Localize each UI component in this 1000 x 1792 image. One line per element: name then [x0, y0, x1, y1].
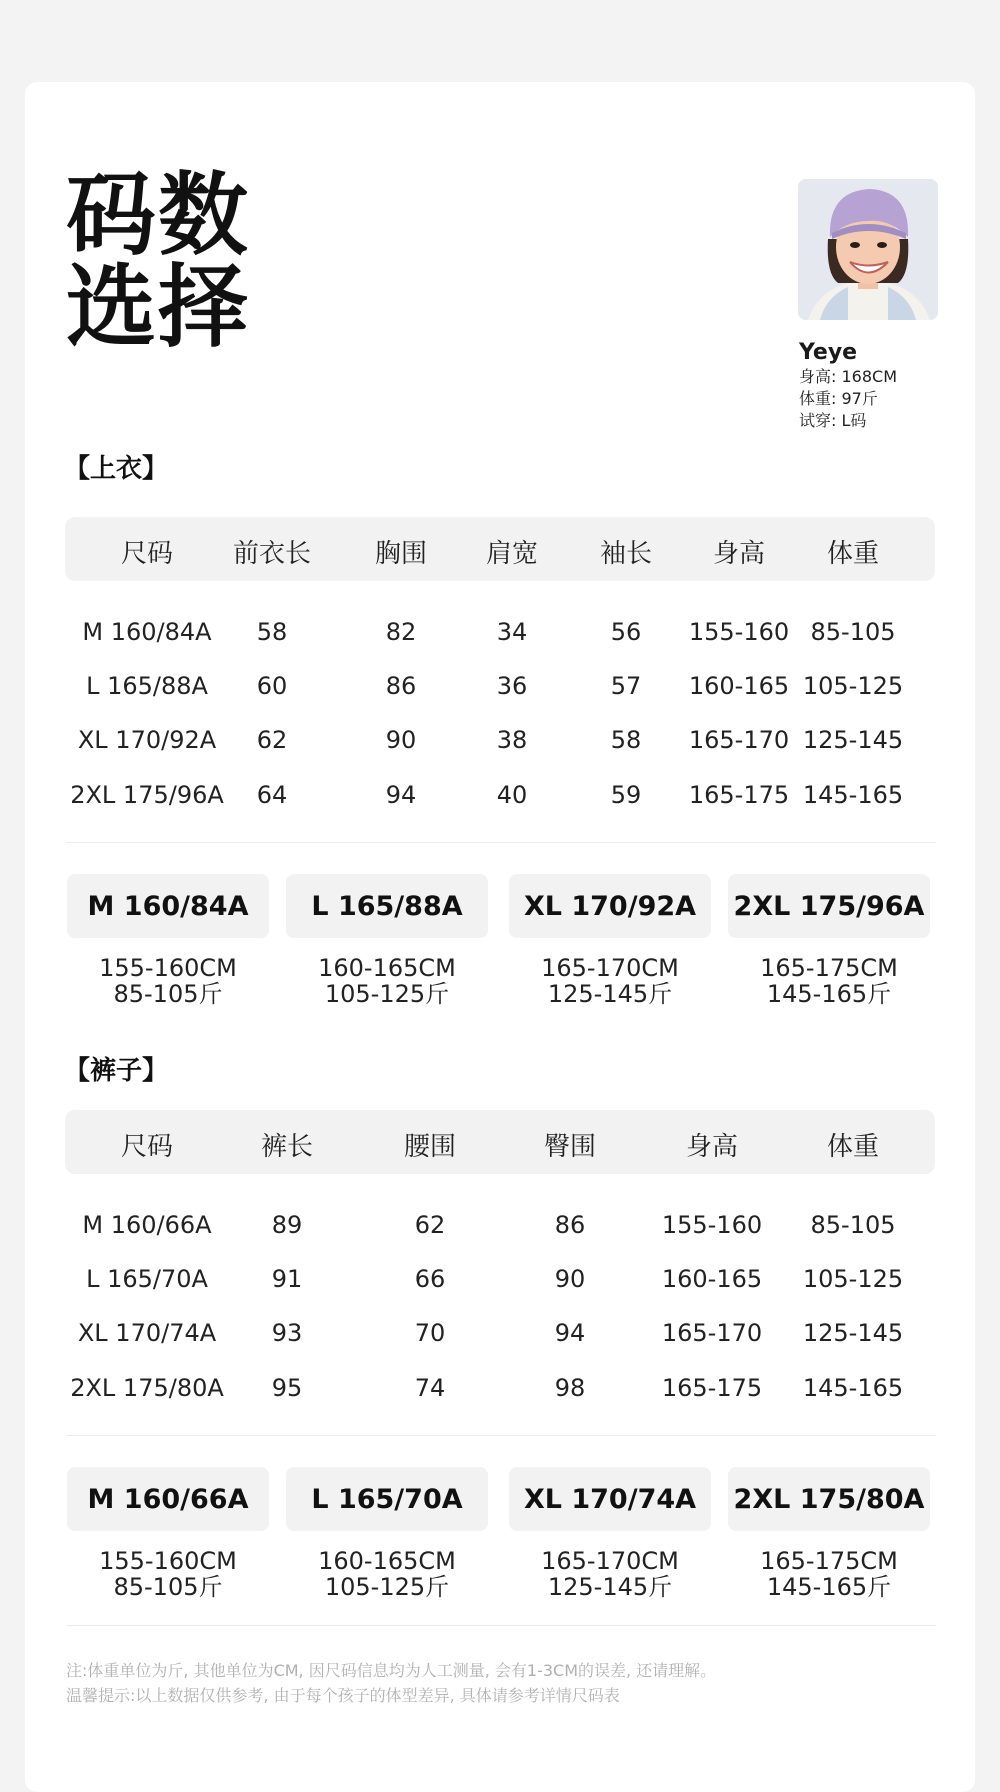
table-cell: 2XL 175/96A: [70, 781, 224, 809]
table-cell: 70: [414, 1319, 446, 1347]
table-cell: 36: [496, 672, 528, 700]
chip-weight: 105-125斤: [324, 980, 450, 1008]
tops-table-header: [65, 517, 935, 581]
pants-chip-info: [286, 1548, 488, 1600]
table-cell: 58: [610, 726, 642, 754]
model-name: Yeye: [799, 340, 858, 365]
table-cell: 155-160: [661, 1211, 763, 1239]
pants-size-chip-2xl[interactable]: 2XL 175/80A: [728, 1467, 930, 1531]
title-line-2: 选择: [66, 255, 250, 360]
table-cell: 90: [554, 1265, 586, 1293]
table-cell: 93: [271, 1319, 303, 1347]
table-cell: 94: [385, 781, 417, 809]
table-cell: 89: [271, 1211, 303, 1239]
table-cell: L 165/70A: [86, 1265, 208, 1293]
table-cell: 165-170: [661, 1319, 763, 1347]
header-shoulder: 肩宽: [485, 539, 539, 569]
table-cell: 59: [610, 781, 642, 809]
tip-note: 温馨提示:以上数据仅供参考, 由于每个孩子的体型差异, 具体请参考详情尺码表: [66, 1686, 620, 1705]
table-cell: 105-125: [802, 672, 904, 700]
chip-height: 165-175CM: [760, 1547, 898, 1575]
header-chest: 胸围: [374, 539, 428, 569]
header-weight: 体重: [826, 539, 880, 569]
table-cell: 94: [554, 1319, 586, 1347]
chip-height: 160-165CM: [318, 954, 456, 982]
tops-divider: [66, 842, 936, 843]
chip-height: 165-170CM: [541, 954, 679, 982]
tops-size-chip-l[interactable]: L 165/88A: [286, 874, 488, 938]
header-sleeve: 袖长: [599, 539, 653, 569]
pants-size-chip-l[interactable]: L 165/70A: [286, 1467, 488, 1531]
tops-size-chip-m[interactable]: M 160/84A: [67, 874, 269, 938]
model-height: 身高: 168CM: [799, 367, 897, 386]
header-height: 身高: [685, 1132, 739, 1162]
title-line-1: 码数: [66, 163, 250, 268]
header-waist: 腰围: [403, 1132, 457, 1162]
chip-height: 155-160CM: [99, 954, 237, 982]
table-cell: 62: [256, 726, 288, 754]
table-cell: 86: [554, 1211, 586, 1239]
tops-size-chip-xl[interactable]: XL 170/92A: [509, 874, 711, 938]
table-cell: 160-165: [661, 1265, 763, 1293]
table-cell: M 160/66A: [82, 1211, 212, 1239]
table-cell: XL 170/92A: [77, 726, 217, 754]
chip-weight: 145-165斤: [766, 1573, 892, 1601]
pants-chip-info: [67, 1548, 269, 1600]
table-cell: 105-125: [802, 1265, 904, 1293]
table-cell: M 160/84A: [82, 618, 212, 646]
pants-table-header: [65, 1110, 935, 1174]
table-cell: 160-165: [688, 672, 790, 700]
header-pants-length: 裤长: [260, 1132, 314, 1162]
chip-height: 160-165CM: [318, 1547, 456, 1575]
table-cell: 82: [385, 618, 417, 646]
table-cell: 74: [414, 1374, 446, 1402]
tops-chip-info: [286, 955, 488, 1007]
table-cell: 34: [496, 618, 528, 646]
notes-divider: [66, 1625, 936, 1626]
table-cell: 165-175: [688, 781, 790, 809]
table-cell: 145-165: [802, 781, 904, 809]
pants-size-chip-xl[interactable]: XL 170/74A: [509, 1467, 711, 1531]
chip-height: 165-170CM: [541, 1547, 679, 1575]
table-cell: 165-175: [661, 1374, 763, 1402]
table-cell: 60: [256, 672, 288, 700]
table-cell: L 165/88A: [86, 672, 208, 700]
table-cell: 125-145: [802, 1319, 904, 1347]
header-hip: 臀围: [543, 1132, 597, 1162]
page-title: [66, 163, 250, 360]
header-front-length: 前衣长: [232, 539, 312, 569]
table-cell: 66: [414, 1265, 446, 1293]
header-size: 尺码: [120, 1132, 174, 1162]
model-photo: [798, 179, 938, 320]
tops-chip-info: [509, 955, 711, 1007]
model-weight: 体重: 97斤: [799, 389, 878, 408]
chip-weight: 85-105斤: [113, 1573, 223, 1601]
table-cell: XL 170/74A: [77, 1319, 217, 1347]
chip-weight: 125-145斤: [547, 1573, 673, 1601]
model-info: [799, 340, 897, 432]
tops-section-label: 【上衣】: [64, 454, 169, 484]
header-weight: 体重: [826, 1132, 880, 1162]
pants-section-label: 【裤子】: [64, 1056, 169, 1086]
header-height: 身高: [712, 539, 766, 569]
table-cell: 56: [610, 618, 642, 646]
chip-weight: 85-105斤: [113, 980, 223, 1008]
table-cell: 40: [496, 781, 528, 809]
header-size: 尺码: [120, 539, 174, 569]
chip-weight: 145-165斤: [766, 980, 892, 1008]
table-cell: 85-105: [810, 618, 896, 646]
table-cell: 64: [256, 781, 288, 809]
table-cell: 91: [271, 1265, 303, 1293]
tops-chip-info: [728, 955, 930, 1007]
pants-chip-info: [728, 1548, 930, 1600]
table-cell: 145-165: [802, 1374, 904, 1402]
table-cell: 62: [414, 1211, 446, 1239]
table-cell: 155-160: [688, 618, 790, 646]
table-cell: 86: [385, 672, 417, 700]
table-cell: 85-105: [810, 1211, 896, 1239]
table-cell: 125-145: [802, 726, 904, 754]
chip-height: 155-160CM: [99, 1547, 237, 1575]
table-cell: 58: [256, 618, 288, 646]
pants-size-chip-m[interactable]: M 160/66A: [67, 1467, 269, 1531]
table-cell: 2XL 175/80A: [70, 1374, 224, 1402]
chip-weight: 125-145斤: [547, 980, 673, 1008]
table-cell: 90: [385, 726, 417, 754]
model-tried-size: 试穿: L码: [799, 411, 867, 430]
tops-chip-info: [67, 955, 269, 1007]
pants-chip-info: [509, 1548, 711, 1600]
table-cell: 57: [610, 672, 642, 700]
table-cell: 165-170: [688, 726, 790, 754]
table-cell: 95: [271, 1374, 303, 1402]
table-cell: 98: [554, 1374, 586, 1402]
pants-divider: [66, 1435, 936, 1436]
tops-size-chip-2xl[interactable]: 2XL 175/96A: [728, 874, 930, 938]
unit-note: 注:体重单位为斤, 其他单位为CM, 因尺码信息均为人工测量, 会有1-3CM的误差, 还请理解。: [66, 1661, 717, 1680]
model-portrait-image: [798, 179, 938, 320]
table-cell: 38: [496, 726, 528, 754]
chip-weight: 105-125斤: [324, 1573, 450, 1601]
chip-height: 165-175CM: [760, 954, 898, 982]
